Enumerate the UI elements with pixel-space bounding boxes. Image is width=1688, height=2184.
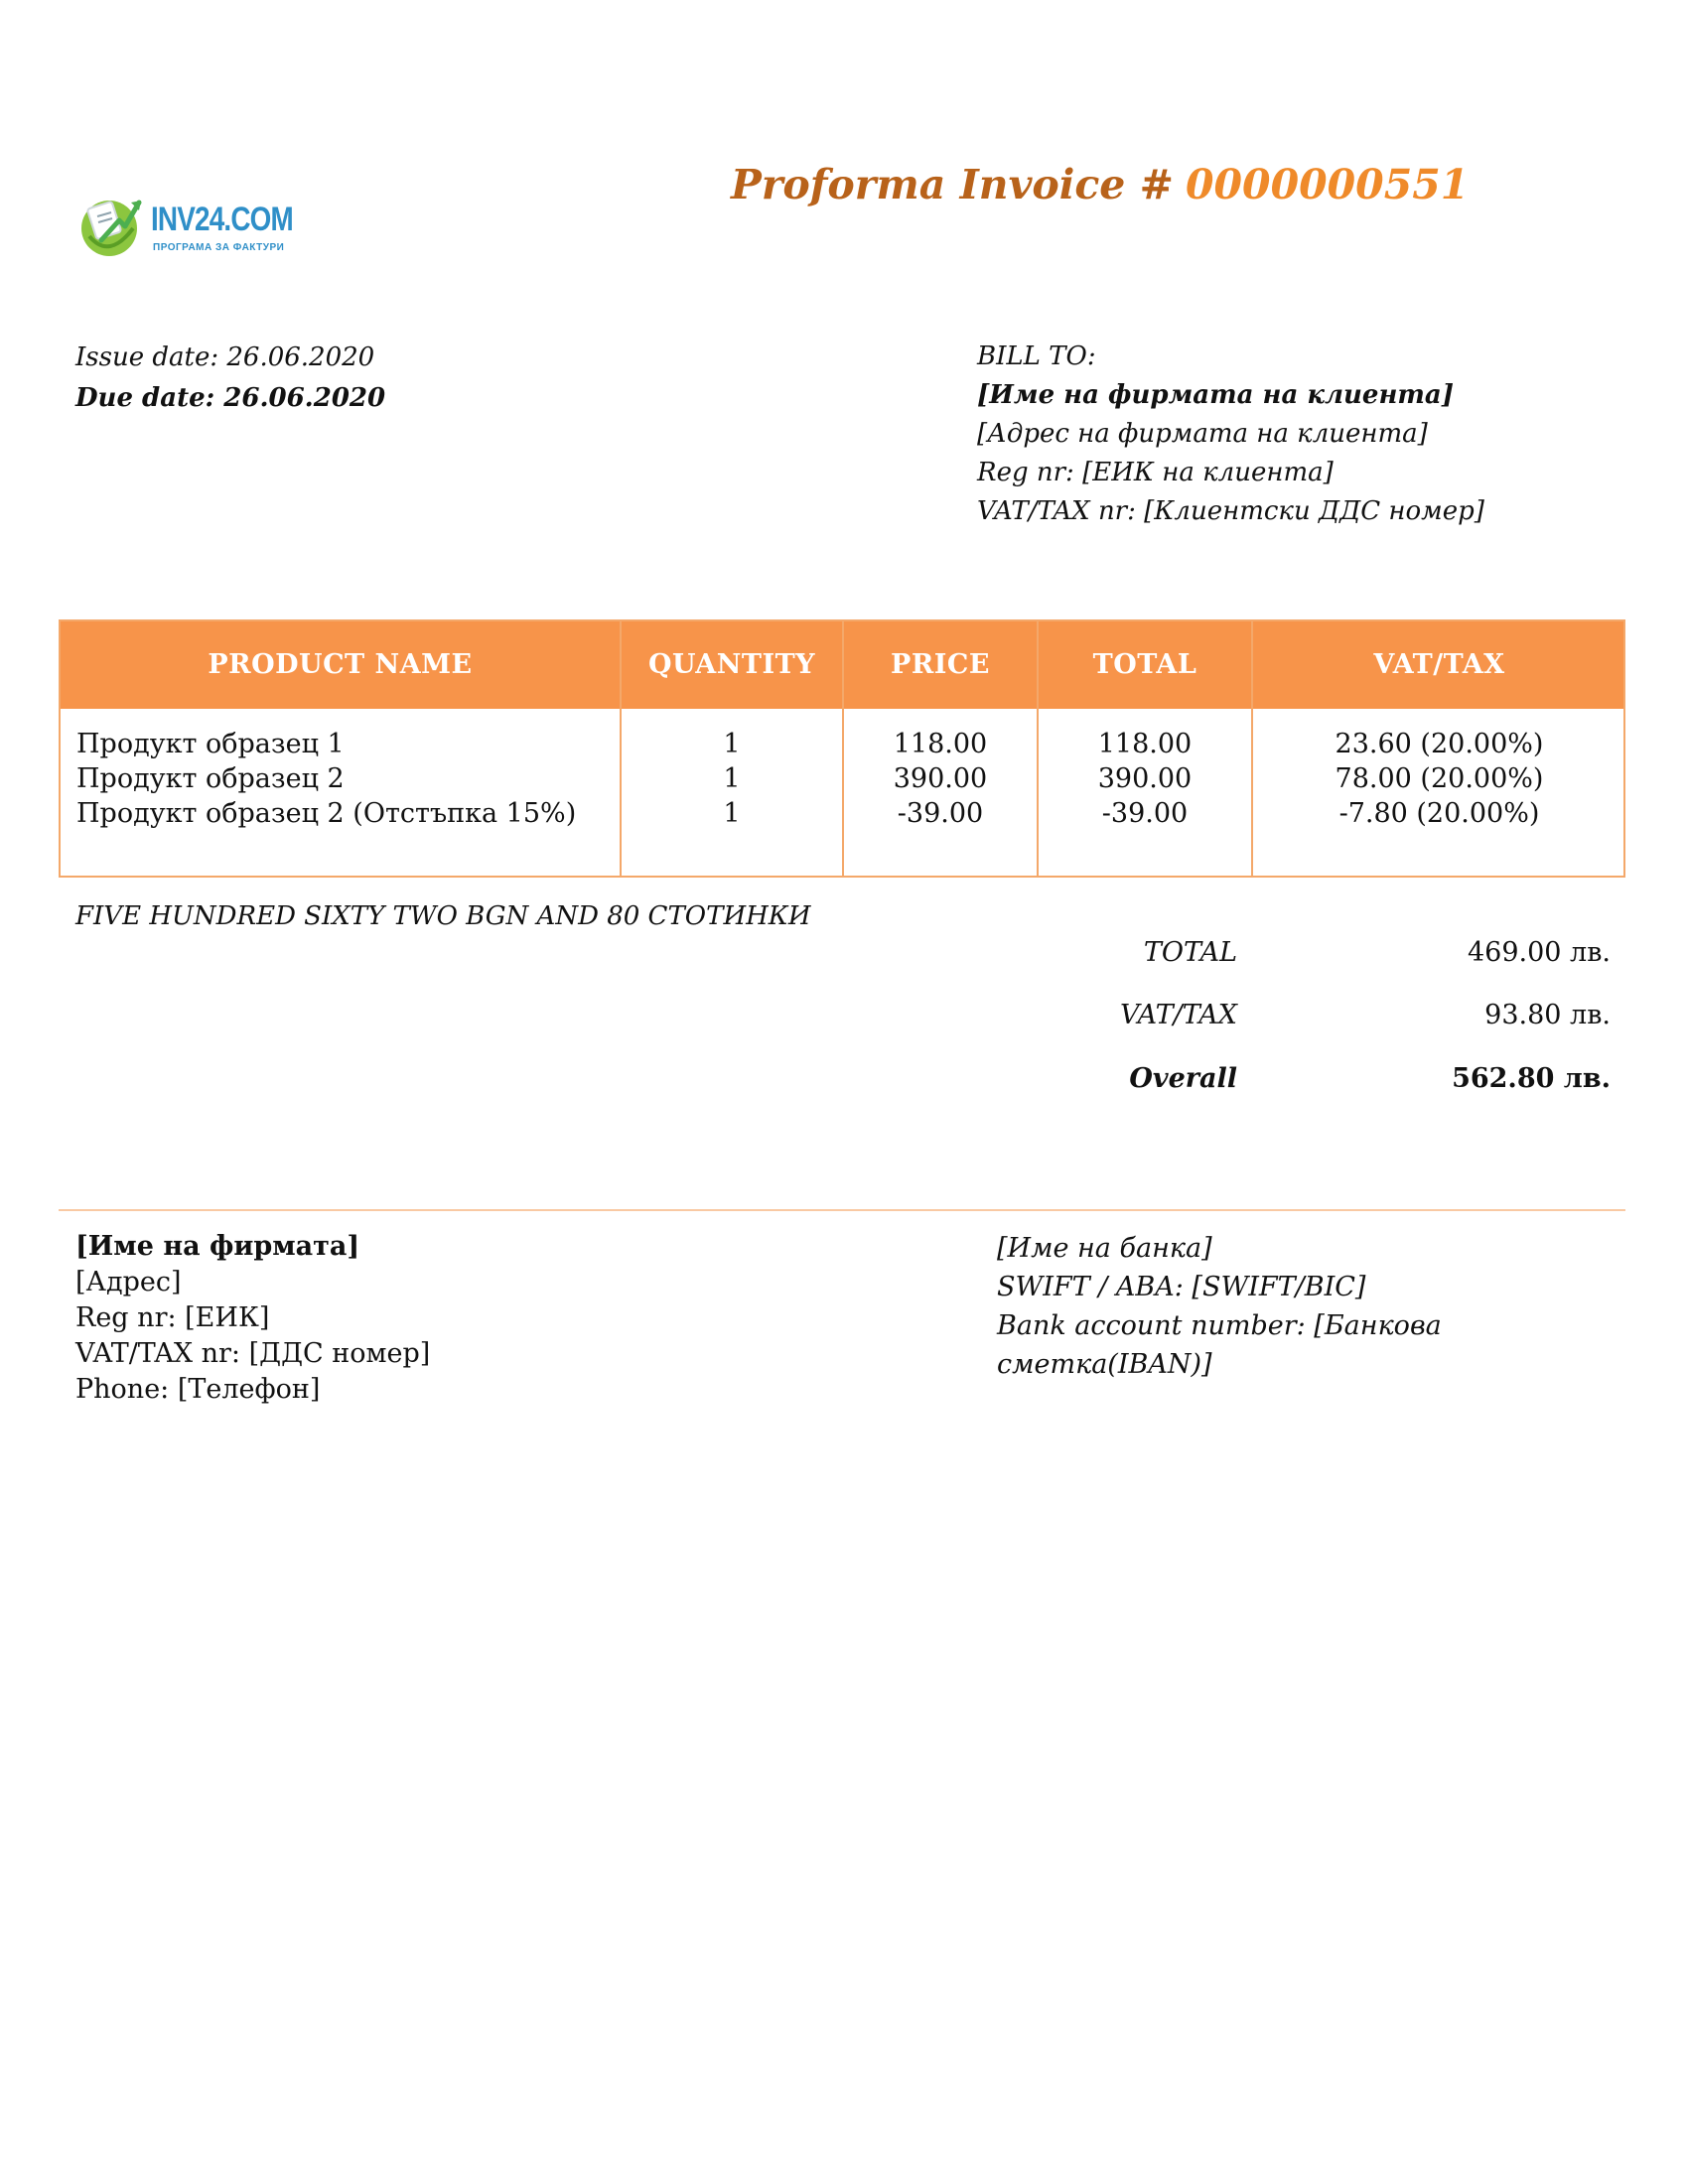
client-address: [Адрес на фирмата на клиента] — [977, 419, 1428, 449]
invoice-dates — [75, 338, 385, 419]
header-quantity: QUANTITY — [648, 649, 815, 680]
company-phone: Phone: [Телефон] — [75, 1374, 321, 1405]
vat-cell: 23.60 (20.00%) — [1335, 729, 1544, 759]
vat-total-label: VAT/TAX — [1119, 1000, 1237, 1030]
quantity-cell: 1 — [723, 763, 741, 794]
vat-total-value: 93.80 лв. — [1484, 1000, 1611, 1030]
price-column — [844, 727, 1037, 831]
total-cell: 118.00 — [1097, 729, 1193, 759]
bank-name: [Име на банка] — [997, 1233, 1212, 1264]
header-price: PRICE — [891, 649, 990, 680]
amount-in-words: FIVE HUNDRED SIXTY TWO BGN AND 80 СТОТИНКИ — [75, 901, 811, 931]
bank-account: Bank account number: [Банкова сметка(IBAN)] — [997, 1310, 1442, 1380]
logo-brand: INV24.COM — [151, 201, 293, 238]
total-label: TOTAL — [1143, 937, 1237, 968]
logo-tagline: ПРОГРАМА ЗА ФАКТУРИ — [153, 242, 285, 253]
invoice-title — [731, 161, 1469, 208]
company-address: [Адрес] — [75, 1267, 182, 1297]
product-name-cell: Продукт образец 1 — [76, 729, 345, 759]
bank-swift: SWIFT / ABA: [SWIFT/BIC] — [997, 1272, 1366, 1302]
invoice-number: 0000000551 — [1186, 161, 1470, 208]
total-column — [1039, 727, 1251, 831]
client-name: [Име на фирмата на клиента] — [977, 380, 1455, 410]
quantity-cell: 1 — [723, 798, 741, 829]
company-name: [Име на фирмата] — [75, 1231, 360, 1262]
product-name-cell: Продукт образец 2 — [76, 763, 345, 794]
total-value: 469.00 лв. — [1468, 937, 1611, 968]
client-reg: Reg nr: [ЕИК на клиента] — [977, 458, 1334, 487]
vat-cell: 78.00 (20.00%) — [1335, 763, 1544, 794]
price-cell: 390.00 — [893, 763, 988, 794]
bill-to-block — [977, 338, 1484, 531]
vat-cell: -7.80 (20.00%) — [1338, 798, 1540, 829]
bank-info — [997, 1229, 1533, 1384]
header-total: TOTAL — [1092, 649, 1197, 680]
price-cell: -39.00 — [897, 798, 984, 829]
company-vat: VAT/TAX nr: [ДДС номер] — [75, 1338, 431, 1369]
header-product-name: PRODUCT NAME — [208, 649, 473, 680]
overall-value: 562.80 лв. — [1452, 1063, 1611, 1094]
total-cell: -39.00 — [1101, 798, 1189, 829]
total-cell: 390.00 — [1097, 763, 1193, 794]
company-info — [75, 1229, 430, 1408]
company-logo — [75, 187, 314, 266]
price-cell: 118.00 — [893, 729, 988, 759]
product-name-cell: Продукт образец 2 (Отстъпка 15%) — [76, 798, 577, 829]
quantity-column — [622, 727, 842, 831]
logo-mark-icon — [75, 191, 145, 260]
items-table — [59, 619, 1625, 878]
product-name-column — [76, 727, 613, 831]
quantity-cell: 1 — [723, 729, 741, 759]
header-vat: VAT/TAX — [1373, 649, 1505, 680]
invoice-title-label: Proforma Invoice # — [731, 161, 1174, 208]
bill-to-heading: BILL TO: — [977, 341, 1096, 371]
vat-column — [1253, 727, 1625, 831]
due-date: Due date: 26.06.2020 — [75, 383, 386, 413]
company-reg: Reg nr: [ЕИК] — [75, 1302, 270, 1333]
overall-label: Overall — [1129, 1063, 1237, 1094]
client-vat: VAT/TAX nr: [Клиентски ДДС номер] — [977, 496, 1484, 526]
footer-divider — [59, 1209, 1625, 1211]
issue-date: Issue date: 26.06.2020 — [75, 342, 375, 372]
